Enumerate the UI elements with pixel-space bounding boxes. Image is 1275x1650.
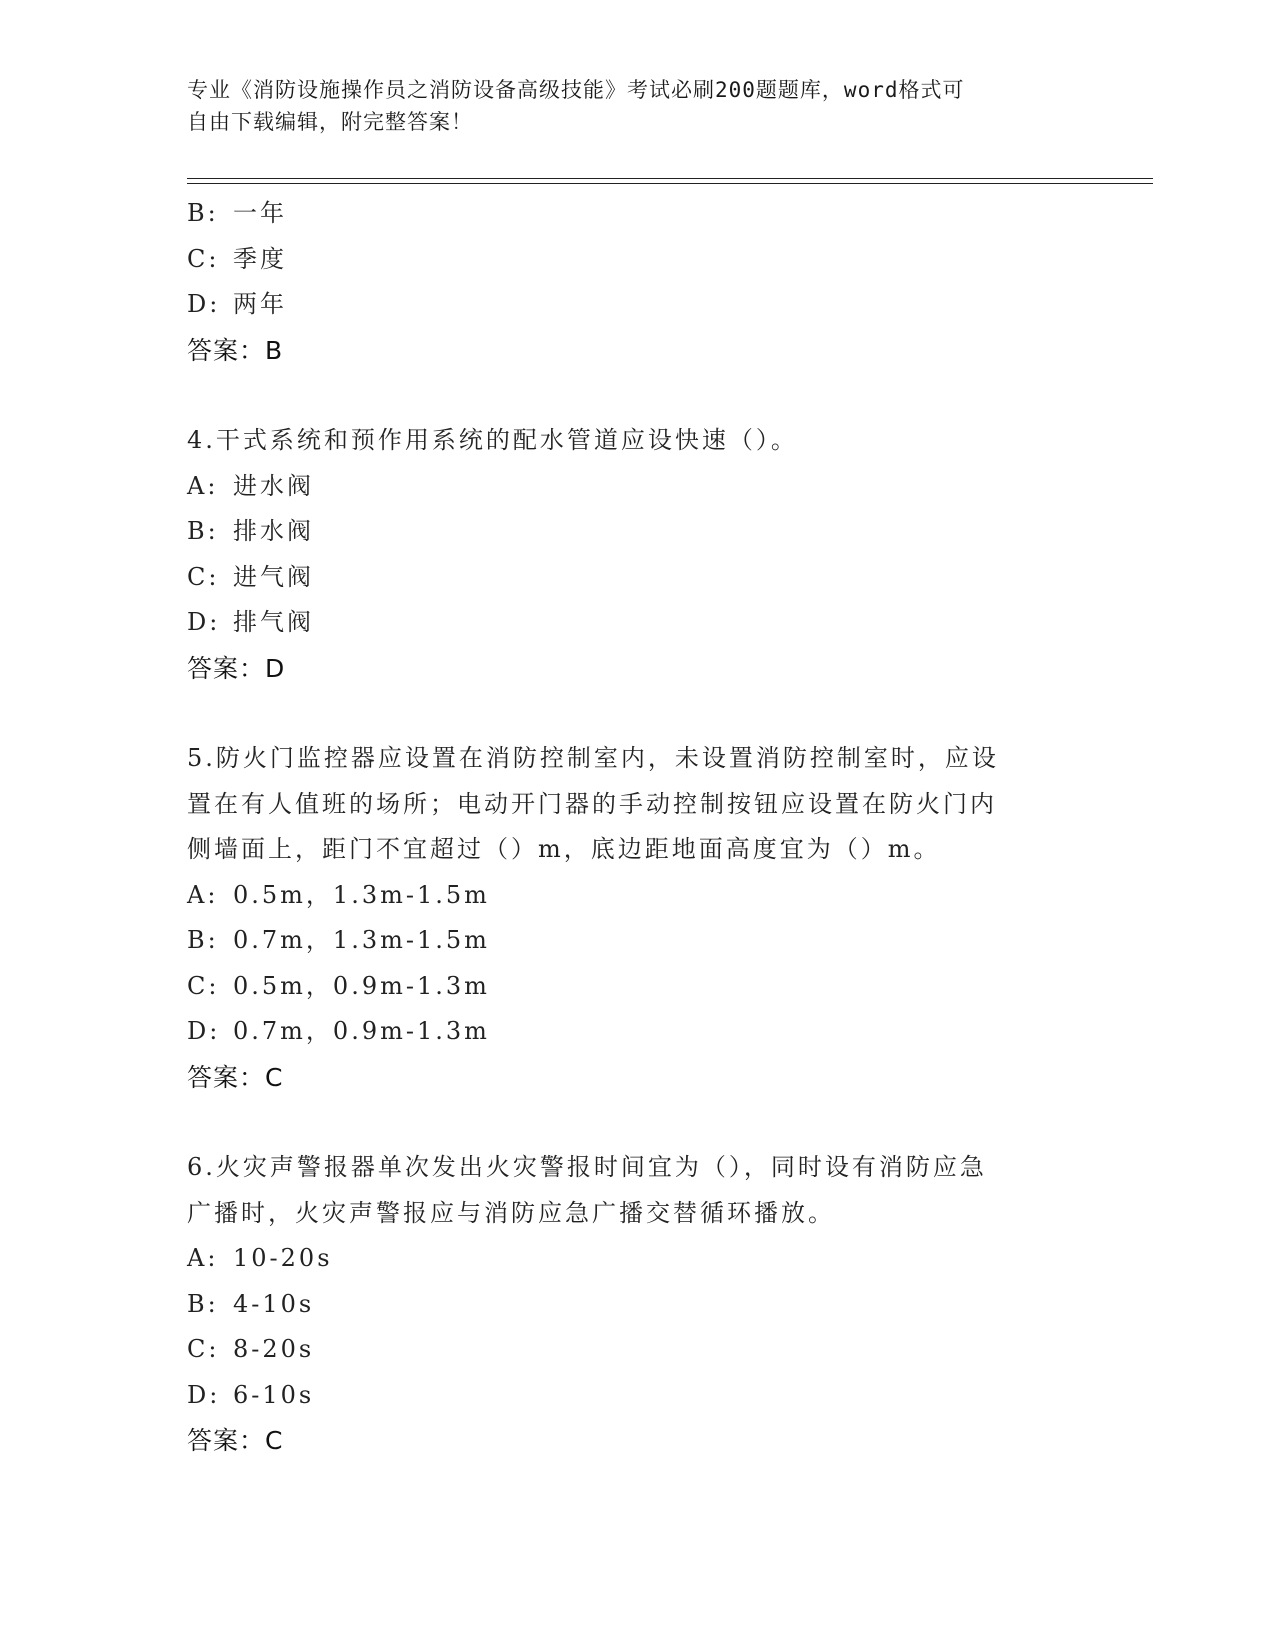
- option-d: [187, 282, 1087, 328]
- header-line-2: 自由下载编辑，附完整答案！: [187, 110, 473, 134]
- option-text: 一年: [233, 199, 287, 227]
- option-key: D:: [187, 1380, 221, 1409]
- option-key: B:: [187, 517, 219, 545]
- option-key: A:: [187, 880, 219, 909]
- option-text: 两年: [233, 290, 287, 318]
- question-list: [187, 191, 1087, 1464]
- question-6: [187, 1145, 1087, 1464]
- question-3: [187, 191, 1087, 373]
- option-key: D:: [187, 1017, 221, 1045]
- option-b: [187, 918, 1087, 964]
- option-d: [187, 1373, 1087, 1419]
- option-key: C:: [187, 244, 220, 273]
- option-text: 排水阀: [233, 517, 314, 545]
- option-key: B:: [187, 199, 219, 227]
- document-header: [187, 74, 1067, 138]
- option-text: 8-20s: [233, 1335, 315, 1363]
- option-key: C:: [187, 1335, 220, 1363]
- option-text: 0.5m，1.3m-1.5m: [233, 880, 490, 909]
- header-divider-bottom: [187, 183, 1153, 184]
- option-text: 0.5m，0.9m-1.3m: [233, 971, 490, 1000]
- option-text: 0.7m，0.9m-1.3m: [233, 1017, 490, 1045]
- option-c: [187, 555, 1087, 601]
- option-text: 10-20s: [233, 1244, 333, 1272]
- option-text: 进水阀: [233, 471, 314, 500]
- option-key: D:: [187, 290, 221, 318]
- option-a: [187, 1236, 1087, 1282]
- option-text: 进气阀: [233, 562, 314, 591]
- option-b: [187, 1282, 1087, 1328]
- question-5: [187, 736, 1087, 1100]
- question-stem-line: 5.防火门监控器应设置在消防控制室内，未设置消防控制室时，应设: [187, 744, 999, 772]
- option-key: B:: [187, 1289, 219, 1318]
- option-c: [187, 964, 1087, 1010]
- answer-label: 答案：D: [187, 653, 286, 683]
- answer-label: 答案：C: [187, 1062, 284, 1092]
- question-stem-line: 广播时，火灾声警报应与消防应急广播交替循环播放。: [187, 1198, 835, 1227]
- option-d: [187, 1009, 1087, 1055]
- option-text: 4-10s: [233, 1289, 315, 1318]
- option-key: D:: [187, 608, 221, 636]
- header-divider-top: [187, 178, 1153, 179]
- question-4: [187, 418, 1087, 691]
- question-stem-line: 6.火灾声警报器单次发出火灾警报时间宜为（），同时设有消防应急: [187, 1153, 987, 1181]
- option-text: 6-10s: [233, 1380, 315, 1409]
- option-a: [187, 464, 1087, 510]
- question-stem-line: 置在有人值班的场所；电动开门器的手动控制按钮应设置在防火门内: [187, 789, 997, 818]
- option-b: [187, 509, 1087, 555]
- header-line-1: 专业《消防设施操作员之消防设备高级技能》考试必刷200题题库，word格式可: [187, 78, 965, 102]
- option-key: A:: [187, 1244, 219, 1272]
- question-stem: 4.干式系统和预作用系统的配水管道应设快速（）。: [187, 426, 798, 454]
- option-key: A:: [187, 471, 219, 500]
- option-text: 0.7m，1.3m-1.5m: [233, 926, 490, 954]
- option-c: [187, 237, 1087, 283]
- option-key: C:: [187, 562, 220, 591]
- option-c: [187, 1327, 1087, 1373]
- option-b: [187, 191, 1087, 237]
- question-stem-line: 侧墙面上，距门不宜超过（）m，底边距地面高度宜为（）m。: [187, 835, 941, 863]
- option-key: C:: [187, 971, 220, 1000]
- option-text: 排气阀: [233, 608, 314, 636]
- option-a: [187, 873, 1087, 919]
- option-d: [187, 600, 1087, 646]
- answer-label: 答案：C: [187, 1426, 284, 1455]
- answer-label: 答案：B: [187, 335, 284, 365]
- option-key: B:: [187, 926, 219, 954]
- option-text: 季度: [233, 244, 287, 273]
